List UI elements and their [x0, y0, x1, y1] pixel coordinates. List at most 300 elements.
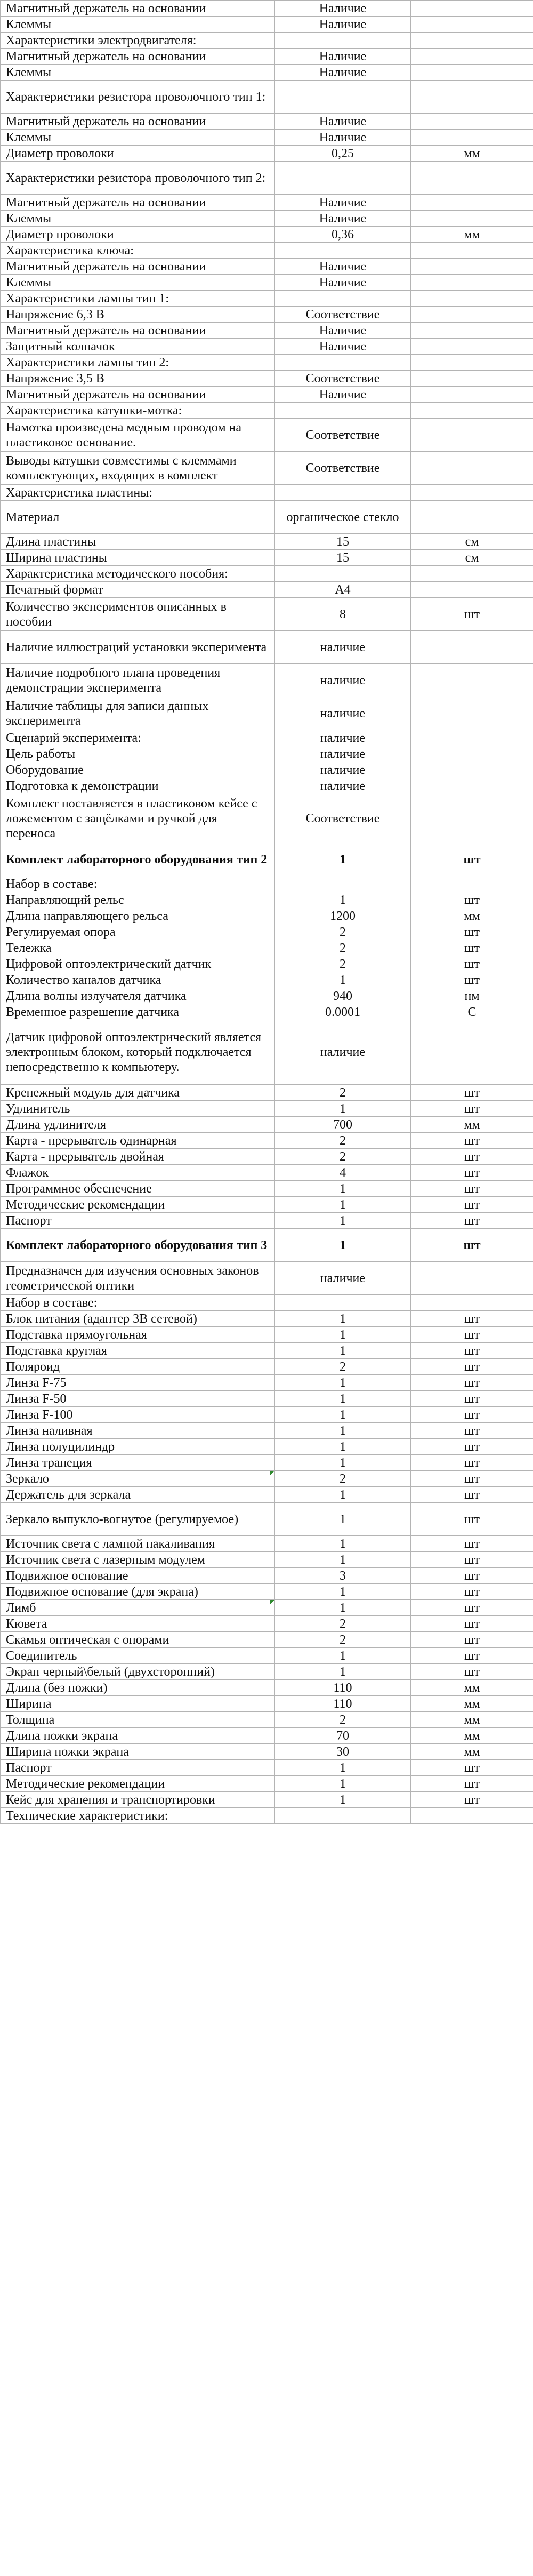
table-row [1, 291, 533, 307]
cell-value: 1 [275, 843, 411, 876]
cell-value: наличие [275, 778, 411, 794]
cell-value: 2 [275, 1471, 411, 1487]
cell-unit [411, 876, 533, 892]
cell-unit: шт [411, 956, 533, 972]
table-row [1, 1213, 533, 1229]
cell-value: 70 [275, 1728, 411, 1744]
cell-unit: шт [411, 1616, 533, 1632]
table-row [1, 631, 533, 664]
cell-unit [411, 17, 533, 33]
cell-unit [411, 762, 533, 778]
table-row [1, 501, 533, 534]
table-row [1, 259, 533, 275]
table-row [1, 1327, 533, 1343]
cell-value: 2 [275, 924, 411, 940]
table-row [1, 323, 533, 339]
cell-value: 1 [275, 1664, 411, 1680]
cell-parameter: Наличие подробного плана проведения демонстрации эксперимента [1, 664, 275, 697]
table-row [1, 1792, 533, 1808]
cell-unit: шт [411, 972, 533, 988]
cell-value [275, 1808, 411, 1824]
cell-value: наличие [275, 697, 411, 730]
cell-value: Наличие [275, 17, 411, 33]
table-row [1, 1149, 533, 1165]
cell-parameter: Количество каналов датчика [1, 972, 275, 988]
cell-value: 1 [275, 1101, 411, 1117]
cell-value: Наличие [275, 339, 411, 355]
cell-value: 1 [275, 1455, 411, 1471]
table-row [1, 355, 533, 371]
cell-value [275, 403, 411, 419]
cell-value: 2 [275, 1133, 411, 1149]
cell-parameter: Длина пластины [1, 534, 275, 550]
table-row [1, 794, 533, 843]
table-row [1, 403, 533, 419]
table-row [1, 730, 533, 746]
cell-value: 1 [275, 1311, 411, 1327]
cell-unit [411, 49, 533, 65]
cell-parameter: Сценарий эксперимента: [1, 730, 275, 746]
cell-value: 1 [275, 1600, 411, 1616]
cell-value: 1 [275, 1648, 411, 1664]
cell-value: 30 [275, 1744, 411, 1760]
cell-unit: мм [411, 1696, 533, 1712]
table-row [1, 1133, 533, 1149]
cell-unit [411, 162, 533, 195]
cell-unit: шт [411, 1101, 533, 1117]
cell-unit: шт [411, 1760, 533, 1776]
cell-unit [411, 452, 533, 485]
table-row [1, 419, 533, 452]
cell-parameter: Клеммы [1, 65, 275, 81]
cell-unit: нм [411, 988, 533, 1004]
table-row [1, 1085, 533, 1101]
cell-parameter: Методические рекомендации [1, 1197, 275, 1213]
table-row [1, 1760, 533, 1776]
cell-unit: мм [411, 1712, 533, 1728]
cell-value: 0,36 [275, 227, 411, 243]
cell-unit [411, 778, 533, 794]
table-row [1, 1262, 533, 1295]
cell-parameter: Тележка [1, 940, 275, 956]
table-row [1, 33, 533, 49]
cell-value: Наличие [275, 49, 411, 65]
table-row [1, 566, 533, 582]
table-row [1, 211, 533, 227]
cell-value: наличие [275, 762, 411, 778]
cell-unit [411, 307, 533, 323]
cell-unit: мм [411, 1117, 533, 1133]
cell-parameter: Флажок [1, 1165, 275, 1181]
table-row [1, 1696, 533, 1712]
cell-unit: шт [411, 1327, 533, 1343]
cell-parameter: Наличие иллюстраций установки эксперимента [1, 631, 275, 664]
cell-parameter: Длина удлинителя [1, 1117, 275, 1133]
table-row [1, 582, 533, 598]
cell-parameter: Намотка произведена медным проводом на пластиковое основание. [1, 419, 275, 452]
cell-value: наличие [275, 1020, 411, 1085]
cell-unit: шт [411, 1133, 533, 1149]
cell-parameter: Набор в составе: [1, 876, 275, 892]
table-row [1, 550, 533, 566]
table-row [1, 1455, 533, 1471]
cell-unit [411, 195, 533, 211]
cell-parameter: Датчик цифровой оптоэлектрический является электронным блоком, который подключается непосредственно к компьютеру. [1, 1020, 275, 1085]
table-row [1, 956, 533, 972]
cell-value: 1 [275, 1407, 411, 1423]
cell-value: 1 [275, 1343, 411, 1359]
cell-value: 2 [275, 1632, 411, 1648]
table-row [1, 1197, 533, 1213]
cell-value: Соответствие [275, 794, 411, 843]
cell-parameter: Магнитный держатель на основании [1, 259, 275, 275]
cell-parameter: Карта - прерыватель одинарная [1, 1133, 275, 1149]
cell-value [275, 355, 411, 371]
cell-unit [411, 1262, 533, 1295]
cell-unit [411, 81, 533, 114]
cell-unit [411, 746, 533, 762]
cell-parameter: Магнитный держатель на основании [1, 49, 275, 65]
table-row [1, 1552, 533, 1568]
cell-parameter: Напряжение 6,3 В [1, 307, 275, 323]
table-row [1, 195, 533, 211]
cell-unit [411, 1, 533, 17]
cell-parameter: Характеристика ключа: [1, 243, 275, 259]
comment-marker-icon [270, 1600, 274, 1605]
cell-unit [411, 387, 533, 403]
table-row [1, 307, 533, 323]
cell-value: 1 [275, 1584, 411, 1600]
cell-value: Соответствие [275, 371, 411, 387]
table-row [1, 1117, 533, 1133]
cell-unit [411, 730, 533, 746]
cell-parameter: Защитный колпачок [1, 339, 275, 355]
cell-unit: шт [411, 892, 533, 908]
cell-unit: шт [411, 1471, 533, 1487]
cell-value: Наличие [275, 211, 411, 227]
cell-value: 2 [275, 1616, 411, 1632]
cell-unit: С [411, 1004, 533, 1020]
cell-parameter: Характеристики электродвигателя: [1, 33, 275, 49]
cell-parameter: Регулируемая опора [1, 924, 275, 940]
cell-unit: шт [411, 1792, 533, 1808]
table-row [1, 1664, 533, 1680]
cell-unit [411, 697, 533, 730]
table-row [1, 924, 533, 940]
cell-value: 1 [275, 1375, 411, 1391]
cell-parameter: Ширина [1, 1696, 275, 1712]
cell-unit: шт [411, 1423, 533, 1439]
cell-unit: шт [411, 843, 533, 876]
table-row [1, 275, 533, 291]
table-row [1, 972, 533, 988]
cell-value [275, 162, 411, 195]
cell-unit: шт [411, 598, 533, 631]
table-row [1, 1568, 533, 1584]
table-row [1, 1101, 533, 1117]
cell-unit: шт [411, 924, 533, 940]
table-row [1, 762, 533, 778]
cell-parameter: Цель работы [1, 746, 275, 762]
cell-unit [411, 566, 533, 582]
cell-value: 1 [275, 1181, 411, 1197]
cell-unit: шт [411, 1197, 533, 1213]
cell-unit [411, 582, 533, 598]
cell-parameter: Источник света с лазерным модулем [1, 1552, 275, 1568]
table-row [1, 1229, 533, 1262]
cell-unit: см [411, 550, 533, 566]
cell-unit [411, 355, 533, 371]
table-row [1, 892, 533, 908]
cell-unit: шт [411, 1391, 533, 1407]
cell-unit [411, 664, 533, 697]
cell-parameter: Выводы катушки совместимы с клеммами комплектующих, входящих в комплект [1, 452, 275, 485]
cell-value: наличие [275, 730, 411, 746]
cell-unit [411, 323, 533, 339]
table-row [1, 1632, 533, 1648]
cell-unit [411, 291, 533, 307]
table-row [1, 1728, 533, 1744]
cell-unit [411, 33, 533, 49]
cell-unit [411, 275, 533, 291]
cell-unit: шт [411, 1664, 533, 1680]
cell-value: 110 [275, 1696, 411, 1712]
cell-unit [411, 130, 533, 146]
cell-parameter: Паспорт [1, 1760, 275, 1776]
cell-value: Наличие [275, 259, 411, 275]
cell-unit: шт [411, 1229, 533, 1262]
cell-value: 15 [275, 534, 411, 550]
cell-value: 8 [275, 598, 411, 631]
cell-unit [411, 339, 533, 355]
cell-unit: мм [411, 1680, 533, 1696]
cell-unit: шт [411, 1439, 533, 1455]
cell-unit: шт [411, 1552, 533, 1568]
table-row [1, 598, 533, 631]
table-row [1, 1648, 533, 1664]
cell-parameter: Комплект поставляется в пластиковом кейсе с ложементом с защёлками и ручкой для переноса [1, 794, 275, 843]
cell-value: 2 [275, 1085, 411, 1101]
cell-parameter: Линза полуцилиндр [1, 1439, 275, 1455]
cell-unit [411, 1808, 533, 1824]
cell-parameter: Зеркало выпукло-вогнутое (регулируемое) [1, 1503, 275, 1536]
cell-parameter: Характеристики резистора проволочного тип 1: [1, 81, 275, 114]
cell-value: наличие [275, 664, 411, 697]
cell-parameter: Подвижное основание [1, 1568, 275, 1584]
table-row [1, 1407, 533, 1423]
cell-parameter: Напряжение 3,5 В [1, 371, 275, 387]
cell-unit: шт [411, 1181, 533, 1197]
table-row [1, 1536, 533, 1552]
cell-value: Соответствие [275, 419, 411, 452]
cell-value: Соответствие [275, 452, 411, 485]
table-row [1, 1391, 533, 1407]
cell-parameter: Диаметр проволоки [1, 146, 275, 162]
cell-value: 1 [275, 1439, 411, 1455]
table-row [1, 1020, 533, 1085]
cell-parameter: Источник света с лампой накаливания [1, 1536, 275, 1552]
cell-unit [411, 1295, 533, 1311]
cell-value: Наличие [275, 323, 411, 339]
cell-value: 1 [275, 1503, 411, 1536]
cell-unit: шт [411, 1632, 533, 1648]
cell-unit: шт [411, 1311, 533, 1327]
table-row [1, 339, 533, 355]
cell-unit: шт [411, 1407, 533, 1423]
cell-unit [411, 243, 533, 259]
cell-value: 1 [275, 1760, 411, 1776]
cell-value: 2 [275, 956, 411, 972]
cell-parameter: Временное разрешение датчика [1, 1004, 275, 1020]
cell-parameter: Кейс для хранения и транспортировки [1, 1792, 275, 1808]
cell-unit: шт [411, 1536, 533, 1552]
cell-unit: см [411, 534, 533, 550]
table-row [1, 1584, 533, 1600]
table-row [1, 1616, 533, 1632]
table-row [1, 1295, 533, 1311]
cell-value [275, 33, 411, 49]
cell-parameter: Линза F-75 [1, 1375, 275, 1391]
cell-value: органическое стекло [275, 501, 411, 534]
cell-value: Наличие [275, 1, 411, 17]
cell-value: наличие [275, 746, 411, 762]
cell-value: 1 [275, 1213, 411, 1229]
table-row [1, 162, 533, 195]
cell-value: 2 [275, 1712, 411, 1728]
cell-unit [411, 371, 533, 387]
cell-value: Наличие [275, 275, 411, 291]
cell-value: 1 [275, 1327, 411, 1343]
cell-value: 1 [275, 1423, 411, 1439]
cell-unit: шт [411, 1584, 533, 1600]
cell-unit [411, 501, 533, 534]
cell-parameter: Клеммы [1, 275, 275, 291]
cell-value: 1 [275, 1197, 411, 1213]
cell-unit: мм [411, 146, 533, 162]
table-row [1, 1487, 533, 1503]
cell-parameter: Ширина ножки экрана [1, 1744, 275, 1760]
cell-parameter: Клеммы [1, 130, 275, 146]
spec-table-body [1, 1, 533, 1824]
cell-unit [411, 259, 533, 275]
cell-parameter: Магнитный держатель на основании [1, 1, 275, 17]
cell-parameter: Ширина пластины [1, 550, 275, 566]
cell-parameter: Линза трапеция [1, 1455, 275, 1471]
cell-unit: мм [411, 908, 533, 924]
cell-value: 1 [275, 892, 411, 908]
table-row [1, 1181, 533, 1197]
cell-value: 2 [275, 1359, 411, 1375]
cell-parameter: Подвижное основание (для экрана) [1, 1584, 275, 1600]
cell-value: 1 [275, 1792, 411, 1808]
cell-parameter: Карта - прерыватель двойная [1, 1149, 275, 1165]
comment-marker-icon [270, 1471, 274, 1476]
cell-unit: шт [411, 1149, 533, 1165]
table-row [1, 81, 533, 114]
table-row [1, 452, 533, 485]
table-row [1, 1, 533, 17]
cell-parameter: Характеристики лампы тип 1: [1, 291, 275, 307]
cell-value [275, 485, 411, 501]
cell-unit: шт [411, 1503, 533, 1536]
table-row [1, 1471, 533, 1487]
cell-parameter: Методические рекомендации [1, 1776, 275, 1792]
cell-unit [411, 114, 533, 130]
cell-parameter: Удлинитель [1, 1101, 275, 1117]
cell-unit: мм [411, 1728, 533, 1744]
cell-parameter: Паспорт [1, 1213, 275, 1229]
cell-parameter: Характеристика методического пособия: [1, 566, 275, 582]
cell-parameter: Скамья оптическая с опорами [1, 1632, 275, 1648]
table-row [1, 1712, 533, 1728]
table-row [1, 988, 533, 1004]
cell-parameter: Кювета [1, 1616, 275, 1632]
cell-parameter: Магнитный держатель на основании [1, 387, 275, 403]
cell-value: 1 [275, 1229, 411, 1262]
table-row [1, 1165, 533, 1181]
cell-value [275, 566, 411, 582]
table-row [1, 664, 533, 697]
table-row [1, 1776, 533, 1792]
table-row [1, 227, 533, 243]
cell-parameter: Характеристики лампы тип 2: [1, 355, 275, 371]
cell-unit: шт [411, 1359, 533, 1375]
table-row [1, 1680, 533, 1696]
table-row [1, 746, 533, 762]
cell-unit: шт [411, 1343, 533, 1359]
cell-parameter: Направляющий рельс [1, 892, 275, 908]
cell-value: 1 [275, 1391, 411, 1407]
cell-value: Наличие [275, 114, 411, 130]
cell-unit: шт [411, 1455, 533, 1471]
table-row [1, 146, 533, 162]
cell-parameter: Магнитный держатель на основании [1, 195, 275, 211]
table-row [1, 1744, 533, 1760]
cell-parameter: Наличие таблицы для записи данных эксперимента [1, 697, 275, 730]
cell-value [275, 1295, 411, 1311]
cell-parameter: Держатель для зеркала [1, 1487, 275, 1503]
cell-unit: мм [411, 1744, 533, 1760]
cell-unit [411, 419, 533, 452]
cell-unit: шт [411, 1568, 533, 1584]
cell-unit [411, 1020, 533, 1085]
cell-parameter: Толщина [1, 1712, 275, 1728]
cell-parameter: Цифровой оптоэлектрический датчик [1, 956, 275, 972]
cell-unit: шт [411, 1375, 533, 1391]
cell-value: Наличие [275, 195, 411, 211]
table-row [1, 697, 533, 730]
cell-value: 1200 [275, 908, 411, 924]
cell-value: 1 [275, 1552, 411, 1568]
table-row [1, 940, 533, 956]
cell-unit: шт [411, 1165, 533, 1181]
cell-parameter: Технические характеристики: [1, 1808, 275, 1824]
cell-parameter: Линза наливная [1, 1423, 275, 1439]
cell-unit [411, 65, 533, 81]
cell-value: 1 [275, 1776, 411, 1792]
cell-parameter: Лимб [1, 1600, 275, 1616]
cell-parameter: Программное обеспечение [1, 1181, 275, 1197]
table-row [1, 130, 533, 146]
table-row [1, 387, 533, 403]
cell-parameter: Зеркало [1, 1471, 275, 1487]
cell-parameter: Экран черный\белый (двухсторонний) [1, 1664, 275, 1680]
table-row [1, 1503, 533, 1536]
cell-value: 2 [275, 1149, 411, 1165]
cell-value [275, 243, 411, 259]
table-row [1, 243, 533, 259]
cell-value: Соответствие [275, 307, 411, 323]
